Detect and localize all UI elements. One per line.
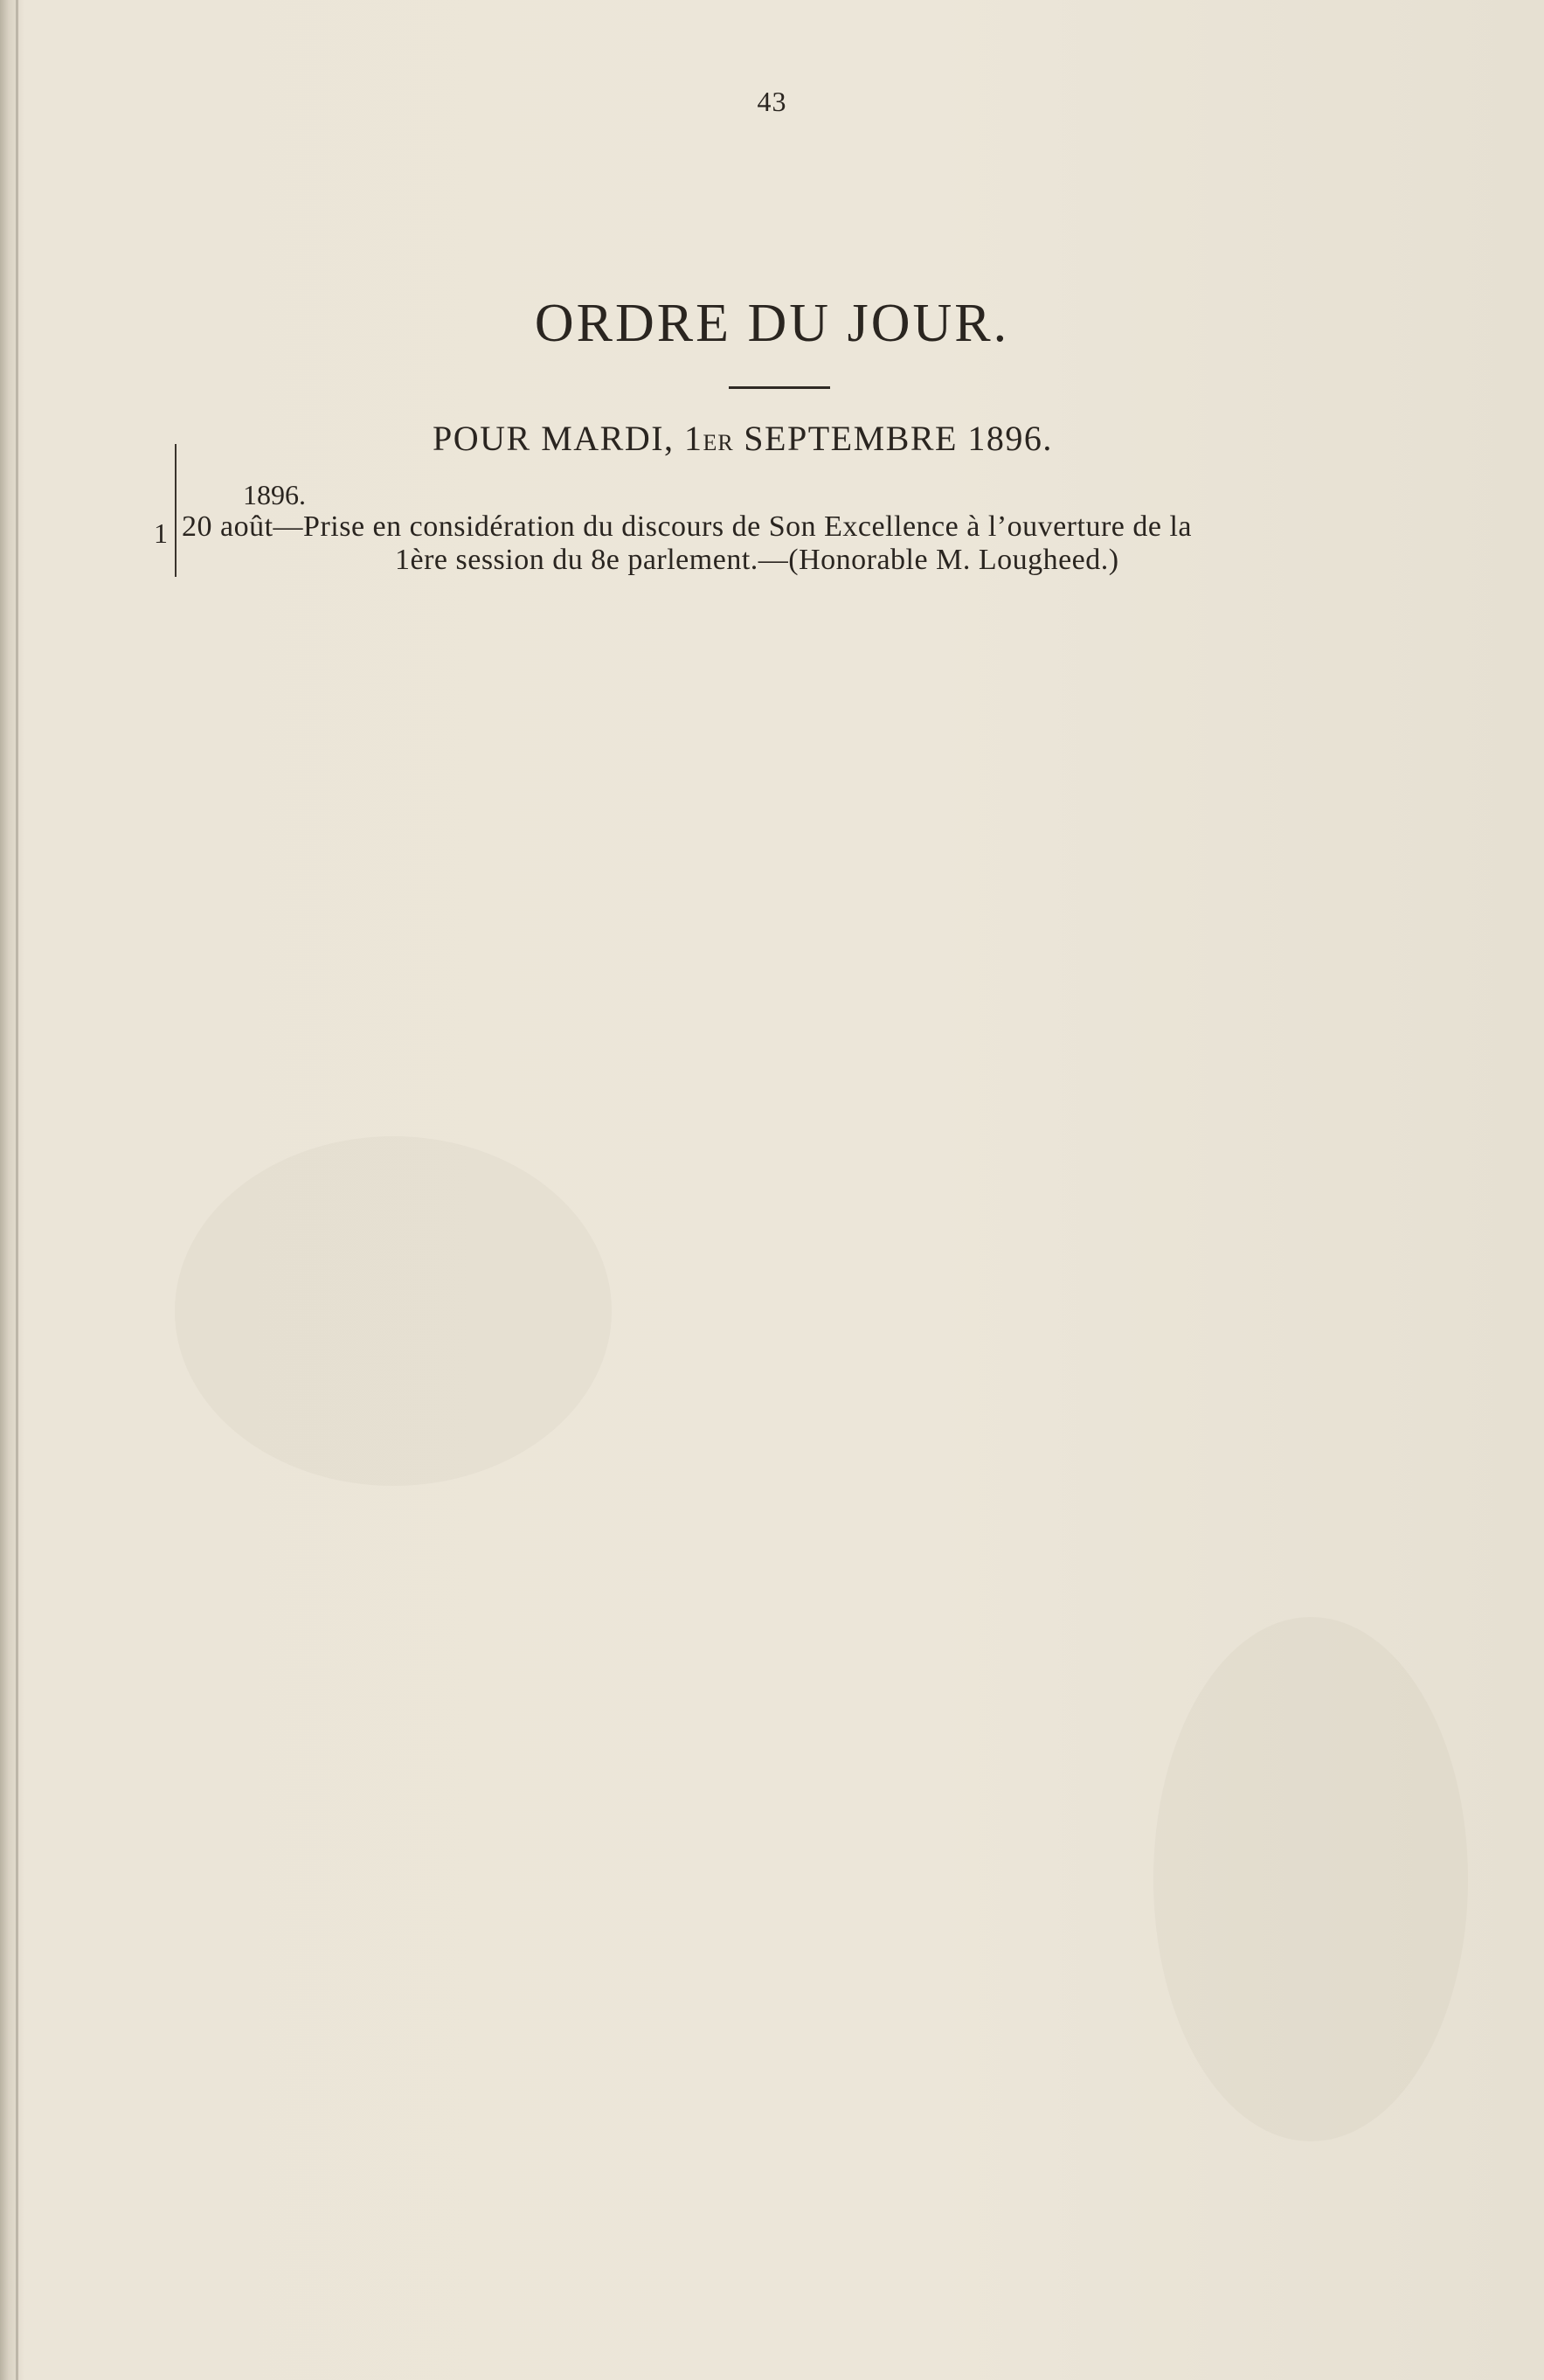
title-rule	[729, 386, 830, 389]
binding-edge	[16, 0, 18, 2380]
entry-year: 1896.	[243, 479, 306, 510]
paper-stain	[1153, 1617, 1468, 2141]
entry-text-line-1: 20 août—Prise en considération du discours de Son Excellence à l’ouverture de la	[182, 510, 1192, 543]
entry-number: 1	[154, 517, 168, 549]
subtitle-suffix: SEPTEMBRE 1896.	[733, 419, 1053, 458]
entry-margin-bar	[175, 444, 177, 577]
subtitle-ordinal: ER	[703, 430, 734, 455]
paper-stain	[175, 1136, 612, 1486]
page-title: ORDRE DU JOUR.	[534, 294, 1010, 353]
page-subtitle	[433, 418, 1053, 459]
page-number: 43	[757, 86, 787, 117]
entry-text-line-2: 1ère session du 8e parlement.—(Honorable M. Lougheed.)	[395, 544, 1119, 576]
subtitle-prefix: POUR MARDI, 1	[433, 419, 703, 458]
